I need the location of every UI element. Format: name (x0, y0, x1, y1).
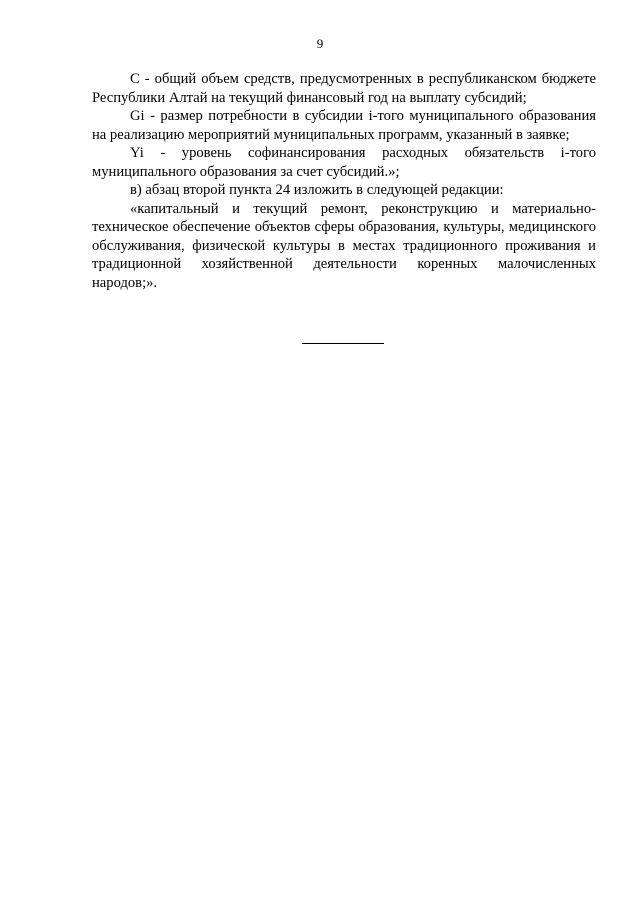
paragraph-amendment-text: «капитальный и текущий ремонт, реконструкцию и материально-техническое обеспечение объектов сферы образования, культуры, медицинского обслуживания, физической культуры в местах традиционного проживания и традиционной хозяйственной деятельности коренных малочисленных народов;». (92, 200, 596, 291)
paragraph-gi-definition: Gi - размер потребности в субсидии i-того муниципального образования на реализацию мероприятий муниципальных программ, указанный в заявке; (92, 108, 596, 143)
end-separator-line (302, 343, 384, 344)
document-body (92, 70, 596, 292)
paragraph-yi-definition: Yi - уровень софинансирования расходных обязательств i-того муниципального образования за счет субсидий.»; (92, 145, 596, 180)
paragraph-c-definition: С - общий объем средств, предусмотренных в республиканском бюджете Республики Алтай на текущий финансовый год на выплату субсидий; (92, 71, 596, 106)
paragraph-amendment-intro: в) абзац второй пункта 24 изложить в следующей редакции: (130, 182, 504, 198)
page-number: 9 (316, 36, 324, 51)
